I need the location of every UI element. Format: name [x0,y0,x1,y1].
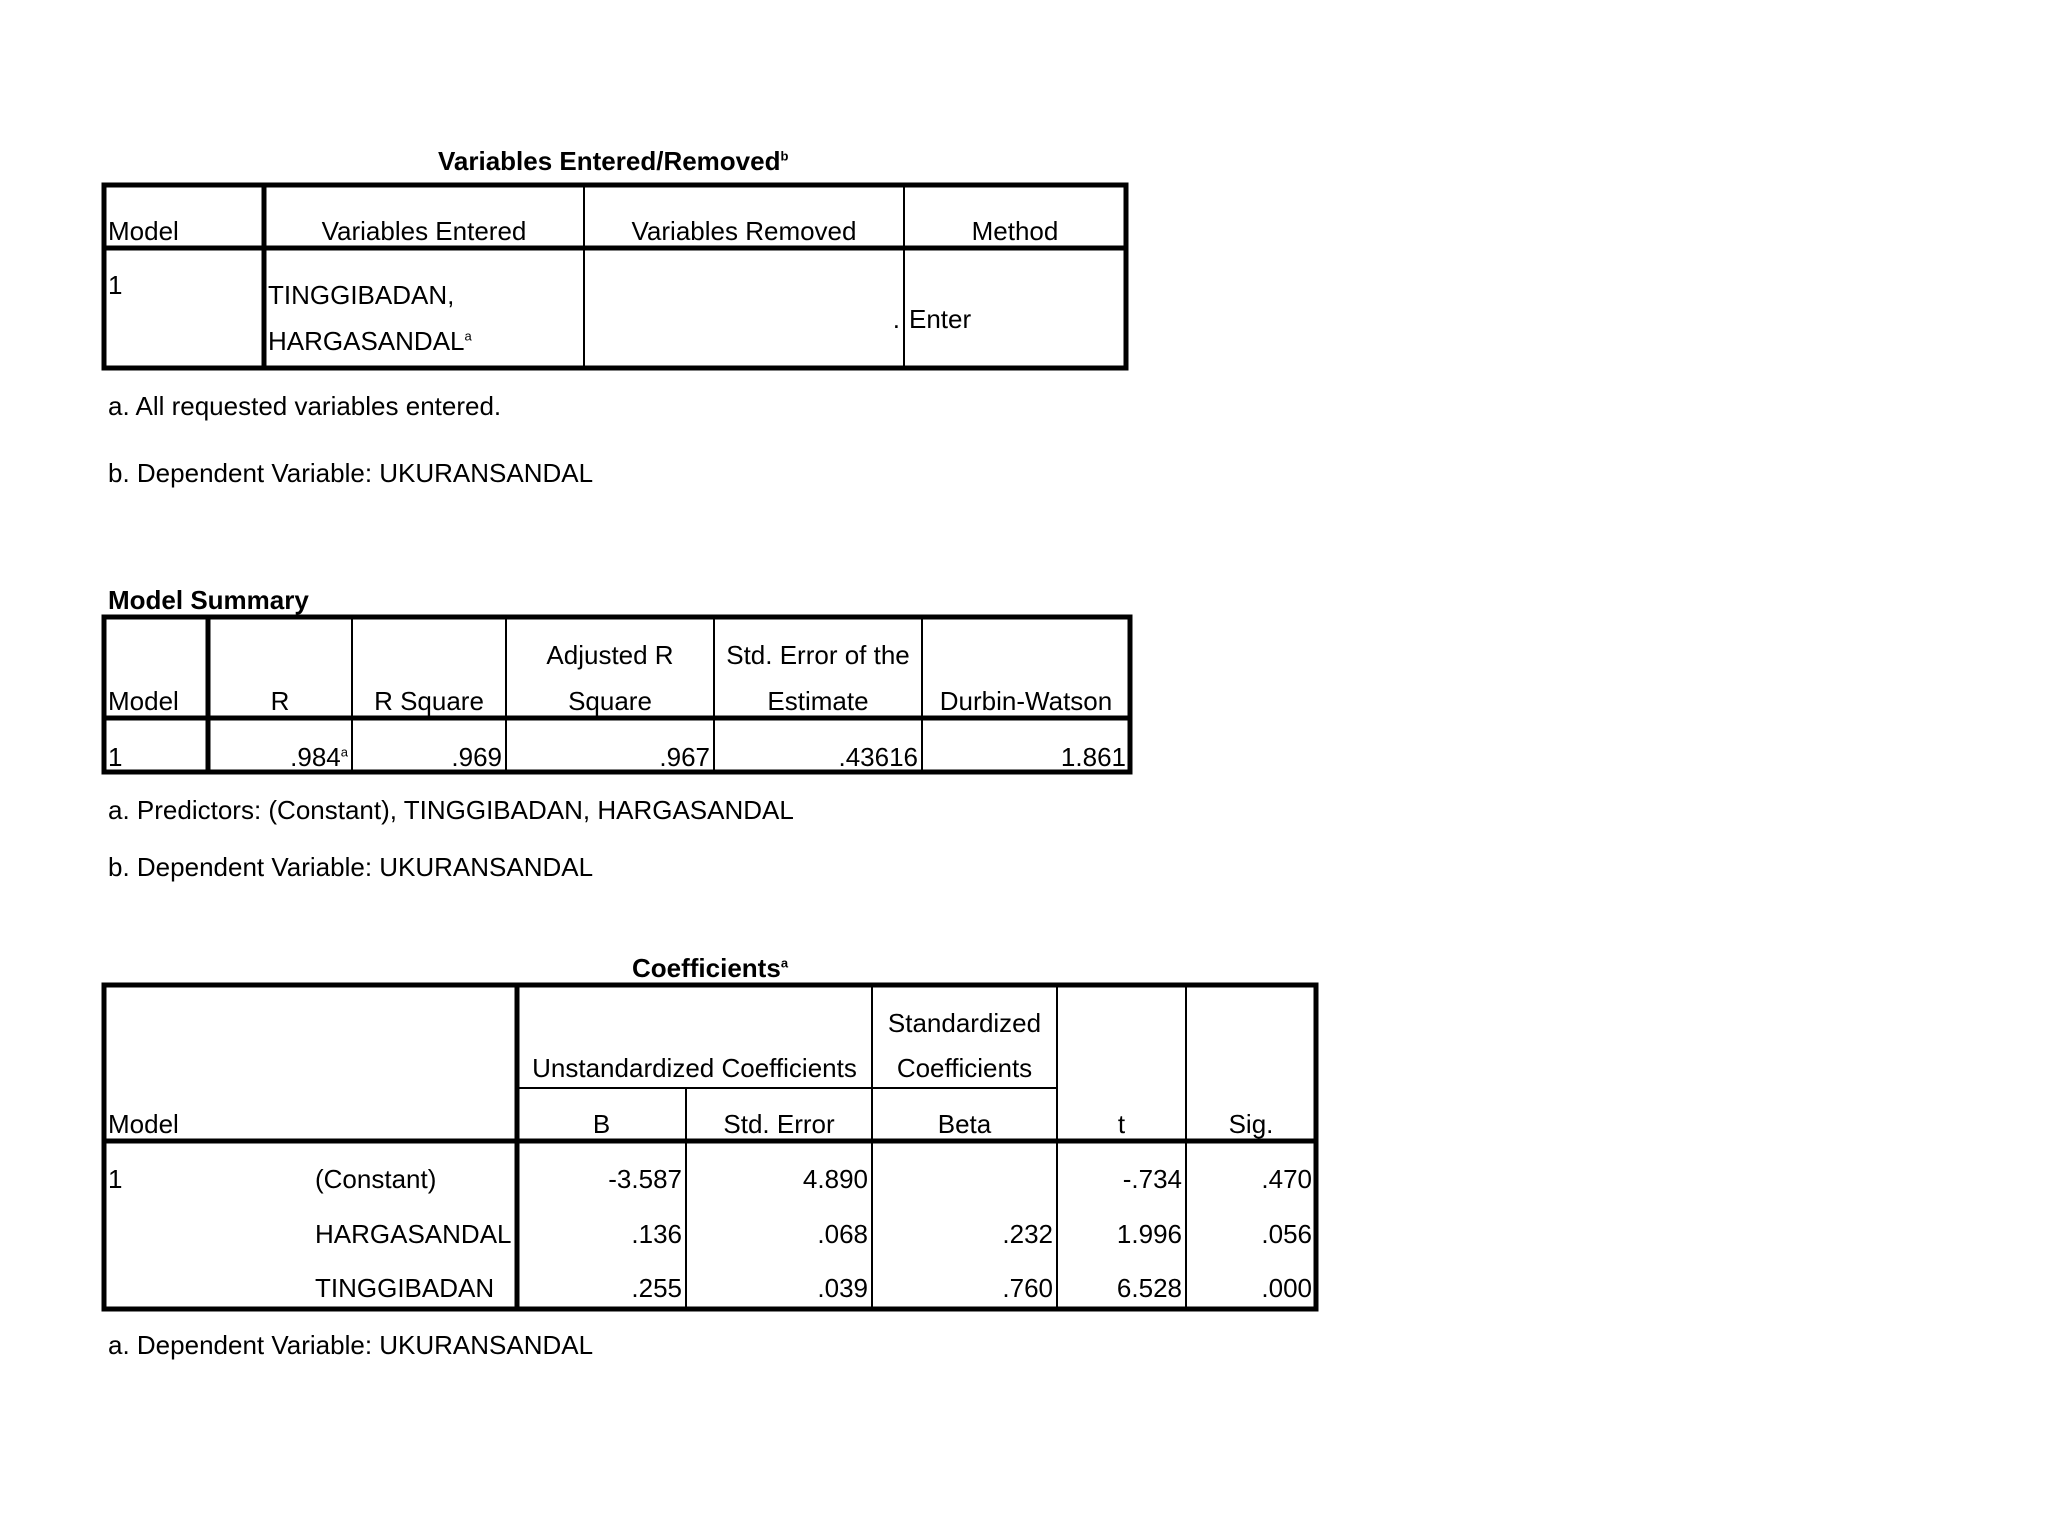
header-method: Method [971,216,1059,246]
coef-row-sig: .470 [1261,1164,1312,1194]
ms-header-r-square: R Square [374,686,484,716]
ms-header-adj-r-line1: Adjusted R [546,640,674,670]
ms-header-durbin-watson: Durbin-Watson [939,686,1113,716]
coef-row-t: 1.996 [1116,1219,1182,1249]
model-summary-title: Model Summary [108,585,309,615]
entered-note: a [464,328,472,344]
ms-footnote-b: b. Dependent Variable: UKURANSANDAL [108,852,594,882]
variables-table-title [438,146,788,177]
coef-row-t: -.734 [1122,1164,1182,1194]
coef-row-name: TINGGIBADAN [315,1273,495,1303]
coef-model-number: 1 [108,1164,123,1194]
coef-row-std-error: 4.890 [802,1164,868,1194]
ms-header-model: Model [108,686,179,716]
ms-row-model: 1 [108,742,123,772]
coef-row-name: (Constant) [315,1164,437,1194]
coef-header-std-error: Std. Error [723,1109,835,1139]
coef-row-beta: .232 [1002,1219,1053,1249]
coef-row-sig: .000 [1261,1273,1312,1303]
coef-header-unstandardized: Unstandardized Coefficients [532,1053,857,1083]
coefficients-title [632,953,788,984]
ms-header-std-err-line1: Std. Error of the [726,640,910,670]
coef-header-sig: Sig. [1228,1109,1274,1139]
entered-line-2-text: HARGASANDAL [268,326,465,356]
coef-row-sig: .056 [1261,1219,1312,1249]
coef-header-model: Model [108,1109,179,1139]
removed-value: . [892,304,900,334]
coef-row-name: HARGASANDAL [315,1219,512,1249]
ms-header-r: R [270,686,290,716]
ms-header-std-err-line2: Estimate [767,686,869,716]
variables-footnote-b: b. Dependent Variable: UKURANSANDAL [108,458,594,488]
coef-header-beta: Beta [937,1109,992,1139]
header-variables-entered: Variables Entered [321,216,527,246]
variables-title-note: b [780,148,789,164]
row-model-number: 1 [108,270,123,300]
ms-row-durbin-watson: 1.861 [1060,742,1126,772]
variables-footnote-a: a. All requested variables entered. [108,391,502,421]
header-variables-removed: Variables Removed [631,216,857,246]
ms-r-note: a [340,744,348,760]
entered-line-2 [268,326,472,356]
header-model: Model [108,216,179,246]
ms-row-adj-r: .967 [659,742,710,772]
coef-row-b: .255 [631,1273,682,1303]
variables-title-text: Variables Entered/Removed [438,146,781,176]
ms-r-value: .984 [290,742,341,772]
coef-row-b: -3.587 [608,1164,682,1194]
ms-header-adj-r-line2: Square [568,686,652,716]
coef-header-standardized-line1: Standardized [887,1008,1042,1038]
coef-row-b: .136 [631,1219,682,1249]
coef-row-std-error: .039 [817,1273,868,1303]
coef-footnote: a. Dependent Variable: UKURANSANDAL [108,1330,594,1360]
entered-line-1: TINGGIBADAN, [268,280,455,310]
coef-header-b: B [592,1109,611,1139]
coef-row-beta: .760 [1002,1273,1053,1303]
coefficients-title-text: Coefficients [632,953,781,983]
ms-row-std-err: .43616 [838,742,918,772]
method-value: Enter [909,304,972,334]
coef-header-standardized-line2: Coefficients [896,1053,1033,1083]
coef-header-t: t [1117,1109,1126,1139]
coef-row-t: 6.528 [1116,1273,1182,1303]
ms-footnote-a: a. Predictors: (Constant), TINGGIBADAN, HARGASANDAL [108,795,794,825]
ms-row-r-square: .969 [451,742,502,772]
coefficients-title-note: a [780,955,789,971]
coef-row-std-error: .068 [817,1219,868,1249]
ms-row-r [208,742,348,772]
